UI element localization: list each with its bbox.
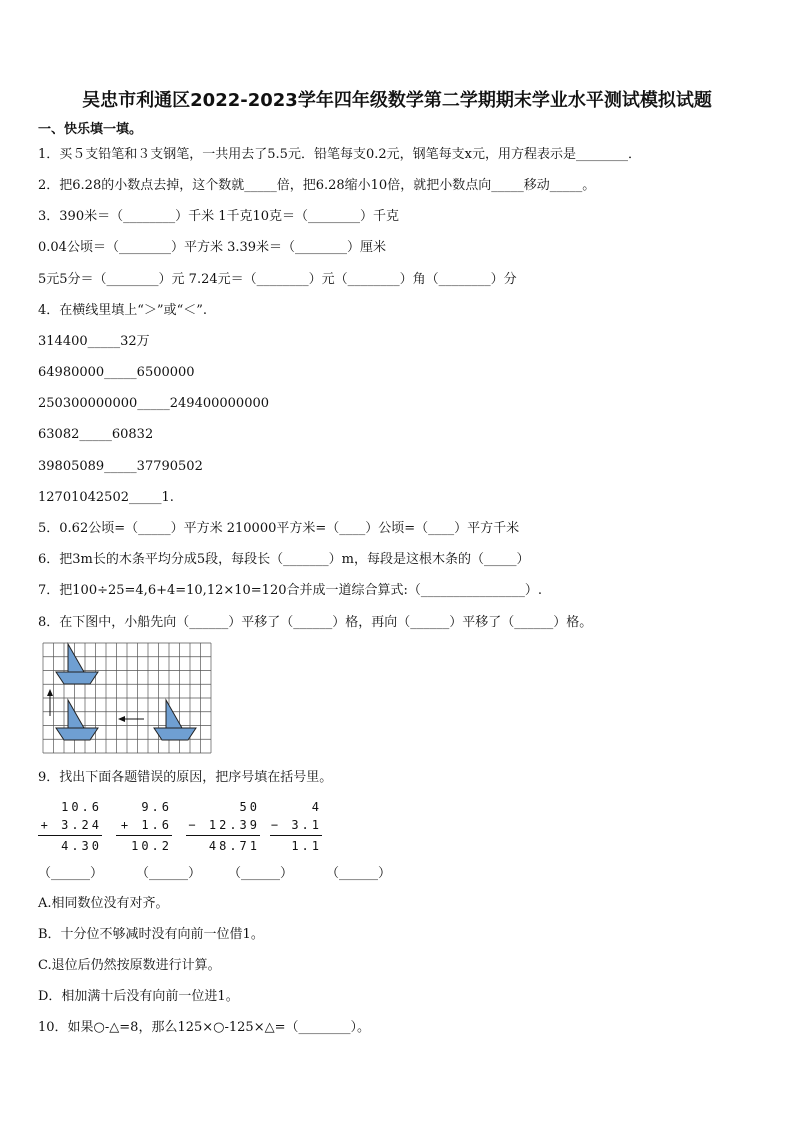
question-2: 2．把6.28的小数点去掉，这个数就_____倍，把6.28缩小10倍，就把小数点向_____移动_____。: [38, 178, 596, 193]
question-1: 1．买５支铅笔和３支钢笔，一共用去了5.5元．铅笔每支0.2元，钢笔每支x元，用方程表示是________．: [38, 147, 641, 162]
question-4: 4．在横线里填上“＞”或“＜”.: [38, 303, 207, 318]
vertical-calc-4: [270, 798, 322, 855]
arrow-left-icon: [118, 716, 144, 722]
question-9: 9．找出下面各题错误的原因，把序号填在括号里。: [38, 770, 333, 785]
calc-rule: [116, 835, 172, 836]
boat-bottom-left: [56, 700, 98, 740]
question-10: 10．如果○-△=8，那么125×○-125×△=（________）。: [38, 1020, 370, 1035]
question-4-item: 63082_____60832: [38, 427, 154, 442]
vertical-calc-2: [116, 798, 172, 855]
answer-blank[interactable]: （______）: [38, 866, 104, 881]
calc-top: 4: [311, 800, 322, 814]
option-a: A.相同数位没有对齐。: [38, 896, 169, 911]
question-7: 7．把100÷25=4,6+4=10,12×10=120合并成一道综合算式:（________________）.: [38, 583, 543, 598]
answer-blank[interactable]: （______）: [228, 866, 294, 881]
calc-second: 12.39: [208, 818, 260, 832]
calc-operator: −: [270, 818, 282, 832]
calc-result: 10.2: [131, 839, 172, 853]
answer-blank[interactable]: （______）: [326, 866, 392, 881]
calc-rule: [38, 835, 102, 836]
calc-operator: +: [40, 818, 51, 832]
calc-operator: +: [120, 818, 132, 832]
calc-top: 9.6: [141, 800, 172, 814]
question-4-item: 250300000000_____249400000000: [38, 396, 270, 411]
question-4-item: 64980000_____6500000: [38, 365, 195, 380]
calc-second: 1.6: [141, 818, 172, 832]
option-d: D．相加满十后没有向前一位进1。: [38, 989, 239, 1004]
vertical-calc-3: [186, 798, 260, 855]
calc-rule: [270, 835, 322, 836]
calc-top: 10.6: [61, 800, 102, 814]
calc-result: 4.30: [61, 839, 102, 853]
calc-second: 3.24: [61, 818, 102, 832]
calc-result: 1.1: [291, 839, 322, 853]
option-b: B．十分位不够减时没有向前一位借1。: [38, 927, 264, 942]
question-6: 6．把3m长的木条平均分成5段，每段长（_______）m，每段是这根木条的（_____）: [38, 552, 530, 567]
boat-top-left: [56, 644, 98, 684]
question-4-item: 314400_____32万: [38, 334, 150, 349]
page-title: 吴忠市利通区2022-2023学年四年级数学第二学期期末学业水平测试模拟试题: [82, 90, 712, 111]
calc-result: 48.71: [208, 839, 260, 853]
answer-blank[interactable]: （______）: [136, 866, 202, 881]
calc-rule: [186, 835, 260, 836]
question-4-item: 12701042502_____1.: [38, 490, 174, 505]
question-8: 8．在下图中，小船先向（______）平移了（______）格，再向（______）平移了（______）格。: [38, 615, 593, 630]
calc-second: 3.1: [291, 818, 322, 832]
boat-grid-figure: [42, 642, 212, 760]
option-c: C.退位后仍然按原数进行计算。: [38, 958, 221, 973]
section-heading: 一、快乐填一填。: [38, 122, 143, 137]
vertical-calc-1: [38, 798, 102, 855]
question-4-item: 39805089_____37790502: [38, 459, 203, 474]
question-3-line-2: 0.04公顷＝（________）平方米 3.39米＝（________）厘米: [38, 240, 387, 255]
calc-operator: −: [188, 818, 199, 832]
calc-top: 50: [239, 800, 260, 814]
question-3-line-3: 5元5分＝（________）元 7.24元＝（________）元（________）角（________）分: [38, 272, 517, 287]
question-5: 5．0.62公顷=（_____）平方米 210000平方米=（____）公顷=（____）平方千米: [38, 521, 520, 536]
boat-grid-svg: [42, 642, 212, 756]
question-3-line-1: 3．390米＝（________）千米 1千克10克＝（________）千克: [38, 209, 400, 224]
